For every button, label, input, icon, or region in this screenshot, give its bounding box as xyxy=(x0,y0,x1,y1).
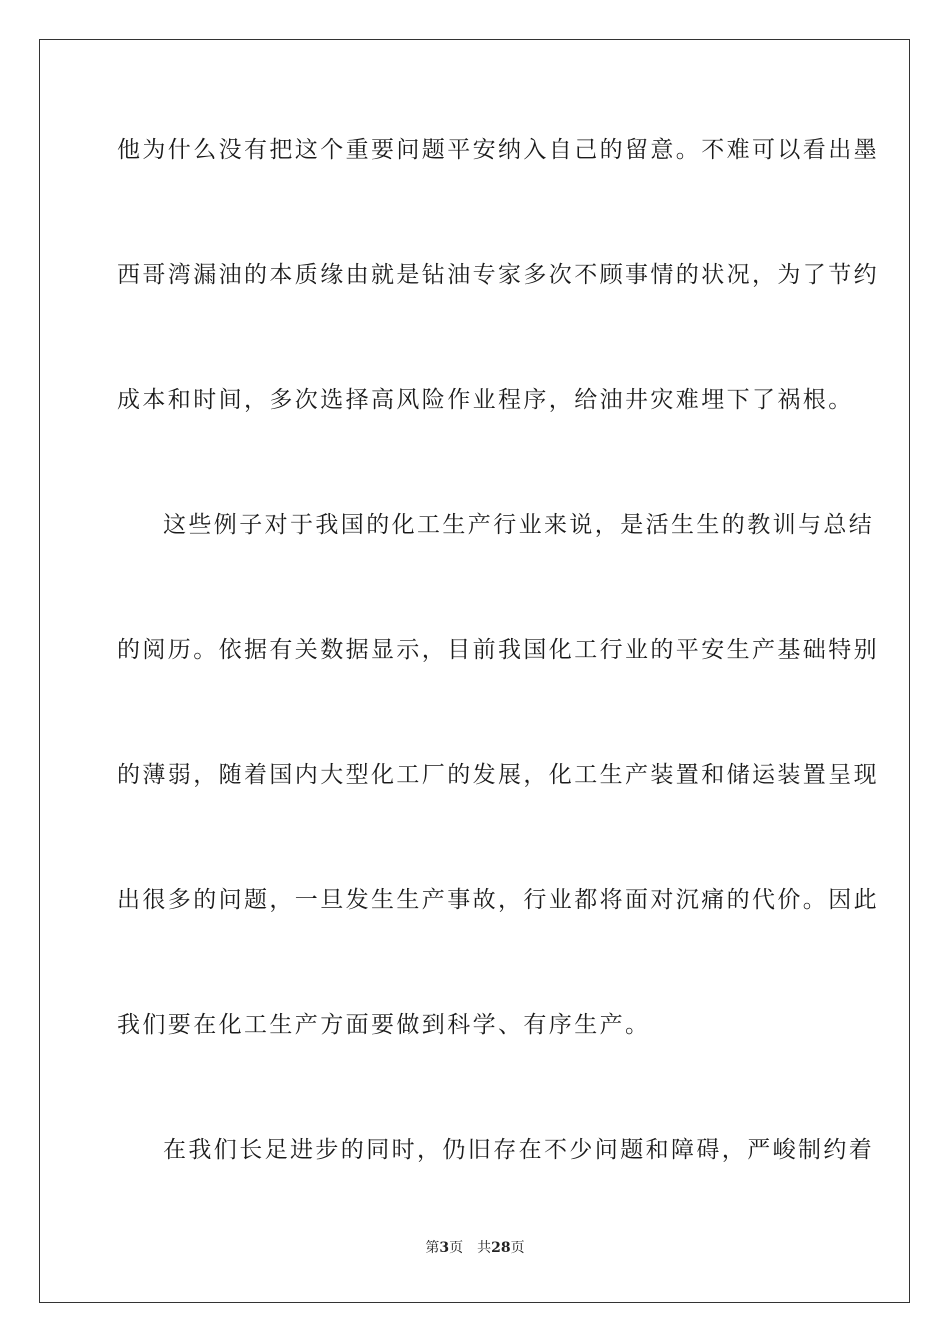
paragraph-line: 他为什么没有把这个重要问题平安纳入自己的留意。不难可以看出墨 xyxy=(117,137,879,163)
total-pages: 28 xyxy=(491,1240,511,1256)
paragraph-line: 的薄弱，随着国内大型化工厂的发展，化工生产装置和储运装置呈现 xyxy=(117,762,879,788)
paragraph-line: 成本和时间，多次选择高风险作业程序，给油井灾难埋下了祸根。 xyxy=(117,387,854,413)
total-prefix: 共 xyxy=(477,1240,492,1256)
page-suffix: 页 xyxy=(449,1240,464,1256)
paragraph-line: 西哥湾漏油的本质缘由就是钻油专家多次不顾事情的状况，为了节约 xyxy=(117,262,879,288)
total-suffix: 页 xyxy=(510,1240,525,1256)
page-border xyxy=(39,39,910,1303)
paragraph-first-line: 这些例子对于我国的化工生产行业来说，是活生生的教训与总结 xyxy=(163,512,875,538)
page-footer xyxy=(0,1238,950,1258)
paragraph-line: 的阅历。依据有关数据显示，目前我国化工行业的平安生产基础特别 xyxy=(117,637,879,663)
paragraph-line: 出很多的问题，一旦发生生产事故，行业都将面对沉痛的代价。因此 xyxy=(117,887,879,913)
page-prefix: 第 xyxy=(425,1240,440,1256)
paragraph-line: 我们要在化工生产方面要做到科学、有序生产。 xyxy=(117,1012,651,1038)
paragraph-first-line: 在我们长足进步的同时，仍旧存在不少问题和障碍，严峻制约着 xyxy=(163,1137,875,1163)
page-number: 3 xyxy=(439,1240,450,1256)
